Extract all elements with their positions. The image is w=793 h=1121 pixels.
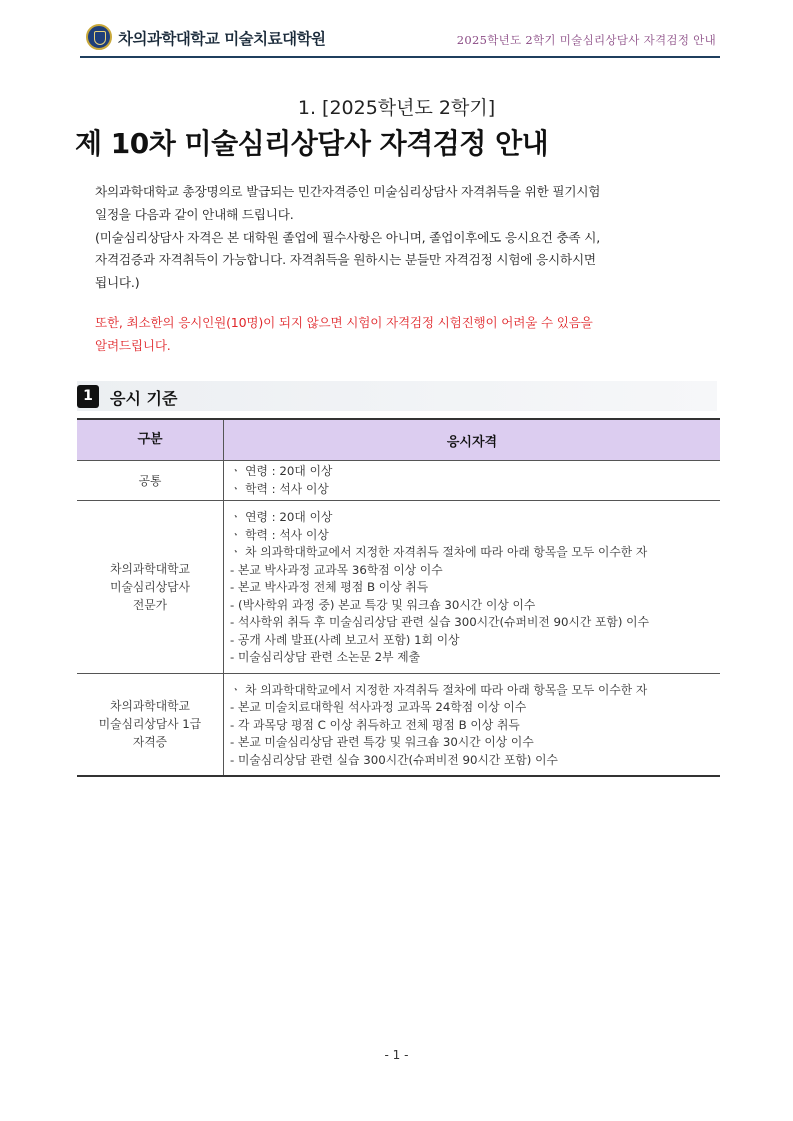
category-line: 미술심리상담사: [110, 579, 190, 594]
category-cell: [77, 673, 224, 776]
category-line: 미술심리상담사 1급: [98, 717, 202, 732]
page-header: [80, 22, 720, 58]
category-cell: [77, 501, 224, 674]
column-header-qualification: 응시자격: [224, 419, 721, 461]
category-line: 차의과학대학교: [110, 561, 190, 576]
section-title: 응시 기준: [110, 389, 178, 408]
category-line: 차의과학대학교: [110, 699, 190, 714]
intro-line: 일정을 다음과 같이 안내해 드립니다.: [95, 206, 294, 222]
category-line: 공통: [138, 473, 162, 488]
category-line: 전문가: [132, 597, 168, 612]
qualification-line: - 본교 박사과정 전체 평점 B 이상 취득: [230, 580, 429, 594]
table-row: [77, 461, 720, 501]
category-line: 자격증: [132, 735, 168, 750]
notice-paragraph: [95, 312, 705, 358]
qualification-cell: [224, 461, 721, 501]
school-name: 차의과학대학교 미술치료대학원: [118, 30, 326, 48]
qualification-cell: [224, 501, 721, 674]
intro-line: 됩니다.): [95, 275, 140, 291]
notice-line: 또한, 최소한의 응시인원(10명)이 되지 않으면 시험이 자격검정 시험진행이 어려울 수 있음을: [95, 315, 593, 330]
intro-paragraph: [95, 181, 705, 295]
qualification-line: ㆍ 연령 : 20대 이상: [230, 510, 333, 524]
qualification-line: ㆍ 차 의과학대학교에서 지정한 자격취득 절차에 따라 아래 항목을 모두 이수한 자: [230, 682, 648, 697]
intro-line: 자격검증과 자격취득이 가능합니다. 자격취득을 원하시는 분들만 자격검정 시험에 응시하시면: [95, 252, 596, 268]
intro-line: 차의과학대학교 총장명의로 발급되는 민간자격증인 미술심리상담사 자격취득을 위한 필기시험: [95, 184, 601, 199]
qualification-line: - 미술심리상담 관련 소논문 2부 제출: [230, 650, 421, 664]
table-row: [77, 501, 720, 674]
qualification-line: - 각 과목당 평점 C 이상 취득하고 전체 평점 B 이상 취득: [230, 717, 520, 732]
qualification-cell: [224, 673, 721, 776]
section-heading: [77, 381, 717, 411]
qualification-line: - 본교 미술치료대학원 석사과정 교과목 24학점 이상 이수: [230, 700, 527, 714]
qualification-line: - 공개 사례 발표(사례 보고서 포함) 1회 이상: [230, 632, 460, 647]
qualification-line: - 본교 미술심리상담 관련 특강 및 워크숍 30시간 이상 이수: [230, 735, 534, 749]
qualification-line: - 본교 박사과정 교과목 36학점 이상 이수: [230, 562, 443, 577]
university-seal-icon: [86, 24, 112, 50]
qualification-line: - 미술심리상담 관련 실습 300시간(슈퍼비전 90시간 포함) 이수: [230, 752, 558, 767]
qualification-line: ㆍ 연령 : 20대 이상: [230, 464, 333, 478]
qualification-line: ㆍ 학력 : 석사 이상: [230, 527, 329, 542]
requirements-table: [77, 418, 720, 777]
section-number-badge: 1: [77, 385, 99, 408]
qualification-line: - (박사학위 과정 중) 본교 특강 및 워크숍 30시간 이상 이수: [230, 597, 536, 612]
doc-subtitle: 1. [2025학년도 2학기]: [297, 97, 496, 119]
category-cell: [77, 461, 224, 501]
column-header-category: 구분: [77, 419, 224, 461]
notice-line: 알려드립니다.: [95, 337, 171, 353]
qualification-line: - 석사학위 취득 후 미술심리상담 관련 실습 300시간(슈퍼비전 90시간 포함) 이수: [230, 615, 649, 629]
page-number: - 1 -: [384, 1048, 409, 1062]
intro-line: (미술심리상담사 자격은 본 대학원 졸업에 필수사항은 아니며, 졸업이후에도 응시요건 충족 시,: [95, 229, 601, 245]
table-header-row: [77, 419, 720, 461]
qualification-line: ㆍ 학력 : 석사 이상: [230, 481, 329, 496]
table-row: [77, 673, 720, 776]
qualification-line: ㆍ 차 의과학대학교에서 지정한 자격취득 절차에 따라 아래 항목을 모두 이수한 자: [230, 545, 648, 559]
header-doc-title: 2025학년도 2학기 미술심리상담사 자격검정 안내: [456, 33, 716, 47]
doc-title: 제 10차 미술심리상담사 자격검정 안내: [75, 127, 549, 160]
